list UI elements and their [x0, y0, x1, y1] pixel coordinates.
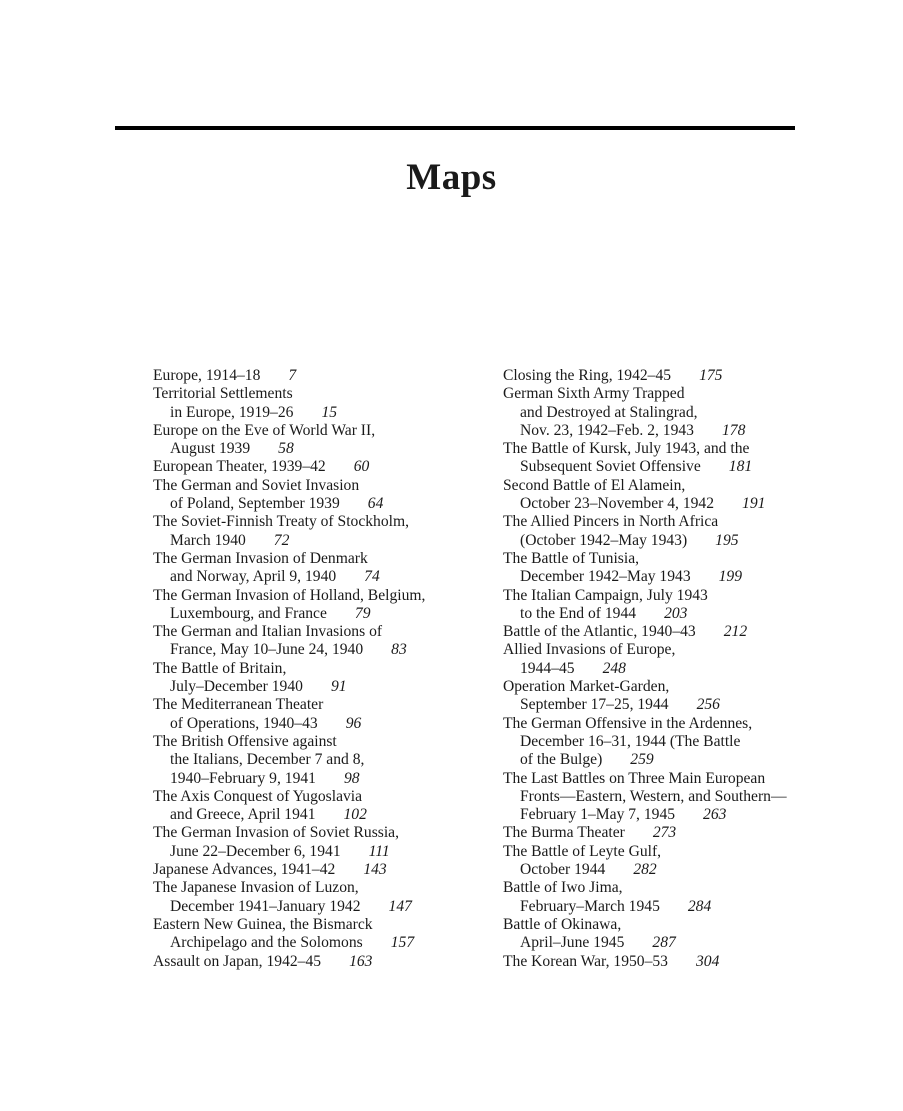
map-entry-page-number: 143 — [363, 861, 387, 879]
map-entry-continuation — [153, 404, 483, 422]
page-title: Maps — [406, 157, 497, 198]
map-entry-title — [153, 422, 483, 440]
map-entry — [503, 440, 833, 477]
map-entry-page-number: 60 — [353, 458, 370, 476]
map-entry-continuation — [503, 751, 833, 769]
map-entry-text: The Korean War, 1950–53 — [503, 952, 668, 970]
map-entry-text: German Sixth Army Trapped — [503, 385, 685, 403]
map-entry-continuation — [153, 641, 483, 659]
map-entry-text: August 1939 — [170, 440, 251, 458]
map-entry — [503, 953, 833, 971]
map-entry-title — [503, 824, 833, 842]
map-entry-continuation — [503, 806, 833, 824]
map-entry-text: Operation Market-Garden, — [503, 678, 670, 696]
map-entry-text: and Norway, April 9, 1940 — [170, 568, 337, 586]
map-entry-title — [153, 587, 483, 605]
map-entry — [503, 641, 833, 678]
map-entry-title — [153, 916, 483, 934]
map-entry — [153, 916, 483, 953]
map-entry — [503, 770, 833, 825]
map-entry-continuation — [153, 495, 483, 513]
map-entry-text: February–March 1945 — [520, 897, 660, 915]
map-entry-page-number: 72 — [273, 531, 290, 549]
map-entry-title — [503, 678, 833, 696]
map-entry-title — [153, 733, 483, 751]
map-entry-page-number: 102 — [343, 806, 367, 824]
map-entry-continuation — [503, 422, 833, 440]
map-entry-continuation — [153, 715, 483, 733]
map-entry-text: The Italian Campaign, July 1943 — [503, 586, 708, 604]
map-entry — [503, 477, 833, 514]
map-entry — [153, 550, 483, 587]
map-entry — [153, 458, 483, 476]
map-entry-text: December 1941–January 1942 — [170, 897, 361, 915]
map-entry — [153, 422, 483, 459]
map-entry-title — [503, 953, 833, 971]
map-entry — [153, 367, 483, 385]
map-entry — [153, 660, 483, 697]
map-entry-page-number: 191 — [742, 495, 766, 513]
map-entry-page-number: 79 — [354, 604, 371, 622]
map-entry-continuation — [503, 696, 833, 714]
map-entry-text: The Axis Conquest of Yugoslavia — [153, 787, 363, 805]
map-entry-page-number: 163 — [349, 952, 373, 970]
map-entry-page-number: 287 — [652, 934, 676, 952]
map-entry-text: Battle of Iwo Jima, — [503, 879, 623, 897]
map-entry-page-number: 74 — [364, 568, 380, 586]
map-entry — [503, 715, 833, 770]
map-entry — [153, 696, 483, 733]
map-entry-text: The Allied Pincers in North Africa — [503, 513, 719, 531]
map-entry-text: Europe on the Eve of World War II, — [153, 421, 376, 439]
map-entry-title — [153, 367, 483, 385]
map-entry-title — [153, 824, 483, 842]
map-entry-title — [503, 367, 833, 385]
map-entry-text: The Burma Theater — [503, 824, 625, 842]
map-entry — [503, 385, 833, 440]
map-entry-title — [153, 477, 483, 495]
map-entry-title — [503, 641, 833, 659]
map-entry-title — [503, 477, 833, 495]
map-entry-page-number: 304 — [695, 952, 720, 970]
map-entry-text: September 17–25, 1944 — [520, 696, 669, 714]
map-entry-text: of the Bulge) — [520, 751, 603, 769]
map-entry-continuation — [503, 404, 833, 422]
map-entry — [153, 513, 483, 550]
map-entry-continuation — [153, 770, 483, 788]
map-entry-text: Nov. 23, 1942–Feb. 2, 1943 — [520, 421, 694, 439]
left-column — [153, 367, 483, 971]
map-entry-page-number: 64 — [367, 495, 384, 513]
map-entry-continuation — [503, 788, 833, 806]
map-entry-text: December 1942–May 1943 — [520, 568, 691, 586]
map-entry-page-number: 259 — [630, 751, 654, 769]
map-entry-title — [153, 953, 483, 971]
map-entry-continuation — [503, 495, 833, 513]
map-entry-text: The German and Soviet Invasion — [153, 476, 360, 494]
map-entry-continuation — [503, 605, 833, 623]
map-entry-page-number: 263 — [703, 806, 727, 824]
map-entry-page-number: 178 — [721, 421, 746, 439]
map-entry-text: June 22–December 6, 1941 — [170, 842, 341, 860]
map-entry-text: of Operations, 1940–43 — [170, 714, 318, 732]
map-entry-title — [503, 440, 833, 458]
map-entry-text: Closing the Ring, 1942–45 — [503, 367, 672, 384]
map-entry-page-number: 212 — [723, 623, 748, 641]
map-entry-text: 1940–February 9, 1941 — [170, 769, 316, 787]
map-entry-title — [153, 788, 483, 806]
map-entry-page-number: 83 — [391, 641, 407, 659]
map-entry — [503, 513, 833, 550]
map-entry-text: April–June 1945 — [520, 934, 625, 952]
map-entry-text: The Battle of Tunisia, — [503, 549, 640, 567]
map-entry-title — [503, 770, 833, 788]
map-entry — [153, 477, 483, 514]
map-entry-text: The Last Battles on Three Main European — [503, 769, 766, 787]
map-entry-text: The Mediterranean Theater — [153, 696, 324, 714]
map-entry — [503, 623, 833, 641]
map-entry-title — [153, 660, 483, 678]
map-entry-continuation — [153, 843, 483, 861]
map-entry — [153, 385, 483, 422]
map-entry — [153, 623, 483, 660]
map-entry-title — [503, 550, 833, 568]
map-entry-title — [153, 861, 483, 879]
map-entry — [153, 587, 483, 624]
map-entry-title — [153, 385, 483, 403]
map-entry — [503, 843, 833, 880]
map-entry-text: Europe, 1914–18 — [153, 367, 261, 384]
map-entry — [153, 788, 483, 825]
map-entry-text: and Destroyed at Stalingrad, — [520, 403, 698, 421]
map-entry-text: October 23–November 4, 1942 — [520, 495, 715, 513]
map-entry-text: The Japanese Invasion of Luzon, — [153, 879, 359, 897]
map-entry-page-number: 256 — [696, 696, 720, 714]
map-entry — [153, 824, 483, 861]
map-entry-page-number: 111 — [368, 842, 390, 860]
right-column — [503, 367, 833, 971]
map-entry-text: The Battle of Leyte Gulf, — [503, 842, 662, 860]
map-entry — [153, 733, 483, 788]
map-entry-continuation — [153, 934, 483, 952]
map-entry-page-number: 7 — [288, 367, 297, 384]
map-entry-title — [153, 879, 483, 897]
map-entry-page-number: 273 — [652, 824, 677, 842]
map-entry-text: The German and Italian Invasions of — [153, 623, 383, 641]
map-entry-text: to the End of 1944 — [520, 604, 637, 622]
top-rule — [115, 126, 795, 130]
map-entry-title — [153, 623, 483, 641]
map-entry-continuation — [503, 532, 833, 550]
map-entry-title — [503, 715, 833, 733]
map-entry-text: Battle of Okinawa, — [503, 915, 622, 933]
map-entry-continuation — [153, 532, 483, 550]
map-entry-page-number: 284 — [687, 897, 712, 915]
map-entry-text: of Poland, September 1939 — [170, 495, 340, 513]
map-entry-text: the Italians, December 7 and 8, — [170, 751, 365, 769]
map-entry-text: July–December 1940 — [170, 678, 303, 696]
map-entry-continuation — [153, 568, 483, 586]
map-entry — [153, 953, 483, 971]
map-entry-continuation — [503, 861, 833, 879]
map-entry-continuation — [503, 934, 833, 952]
map-entry-text: France, May 10–June 24, 1940 — [170, 641, 364, 659]
map-entry — [503, 678, 833, 715]
map-entry-text: The Battle of Britain, — [153, 659, 287, 677]
map-entry-continuation — [503, 660, 833, 678]
map-entry — [503, 587, 833, 624]
map-entry-title — [153, 513, 483, 531]
map-entry-title — [503, 513, 833, 531]
map-entry — [503, 367, 833, 385]
map-entry-text: and Greece, April 1941 — [170, 806, 316, 824]
map-entry — [503, 824, 833, 842]
map-entry — [503, 916, 833, 953]
map-entry-page-number: 195 — [715, 531, 739, 549]
map-entry-page-number: 15 — [321, 403, 338, 421]
map-entry-text: February 1–May 7, 1945 — [520, 806, 676, 824]
map-entry-page-number: 96 — [345, 714, 362, 732]
map-entry — [153, 861, 483, 879]
map-entry-continuation — [153, 605, 483, 623]
map-entry-continuation — [503, 733, 833, 751]
map-entry-text: Battle of the Atlantic, 1940–43 — [503, 623, 696, 641]
map-entry-text: Subsequent Soviet Offensive — [520, 458, 701, 476]
map-entry-text: Fronts—Eastern, Western, and Southern— — [520, 787, 787, 805]
map-entry-continuation — [153, 678, 483, 696]
map-entry-title — [503, 587, 833, 605]
map-entry-text: The Soviet-Finnish Treaty of Stockholm, — [153, 513, 410, 531]
map-entry-text: The German Invasion of Denmark — [153, 549, 368, 567]
map-entry-text: European Theater, 1939–42 — [153, 458, 326, 476]
map-entry-text: The Battle of Kursk, July 1943, and the — [503, 440, 750, 458]
map-entry-page-number: 199 — [718, 568, 743, 586]
map-entry-title — [503, 385, 833, 403]
map-entry-title — [503, 879, 833, 897]
map-entry-text: March 1940 — [170, 531, 246, 549]
map-entry-text: Territorial Settlements — [153, 385, 293, 403]
map-entry — [503, 879, 833, 916]
map-entry-page-number: 181 — [728, 458, 753, 476]
map-entry-text: The German Invasion of Holland, Belgium, — [153, 586, 426, 604]
map-entry-page-number: 248 — [602, 659, 626, 677]
map-entry-page-number: 58 — [278, 440, 294, 458]
map-entry-text: Allied Invasions of Europe, — [503, 641, 676, 659]
map-entry-text: in Europe, 1919–26 — [170, 403, 294, 421]
map-entry-text: Eastern New Guinea, the Bismarck — [153, 915, 373, 933]
map-entry-page-number: 282 — [633, 861, 657, 879]
map-entry-text: December 16–31, 1944 (The Battle — [520, 732, 741, 750]
map-entry-continuation — [503, 458, 833, 476]
map-entry-title — [503, 916, 833, 934]
map-entry-page-number: 91 — [330, 678, 347, 696]
map-entry-text: The German Invasion of Soviet Russia, — [153, 824, 399, 842]
map-entry-continuation — [153, 806, 483, 824]
map-entry-continuation — [153, 898, 483, 916]
map-entry-continuation — [503, 568, 833, 586]
map-entry-text: (October 1942–May 1943) — [520, 531, 688, 549]
map-entry — [153, 879, 483, 916]
map-entry-text: Luxembourg, and France — [170, 604, 327, 622]
map-entry-title — [153, 696, 483, 714]
map-entry-title — [503, 623, 833, 641]
map-entry-page-number: 203 — [664, 604, 688, 622]
map-entry-title — [153, 458, 483, 476]
map-entry-text: Archipelago and the Solomons — [170, 934, 363, 952]
map-entry-title — [503, 843, 833, 861]
map-entry — [503, 550, 833, 587]
map-entry-title — [153, 550, 483, 568]
map-entry-page-number: 175 — [699, 367, 723, 384]
map-entry-text: The German Offensive in the Ardennes, — [503, 714, 753, 732]
map-entry-page-number: 157 — [390, 934, 415, 952]
map-entry-text: Japanese Advances, 1941–42 — [153, 861, 336, 879]
map-entry-text: The British Offensive against — [153, 732, 337, 750]
map-entry-continuation — [503, 898, 833, 916]
map-entry-text: October 1944 — [520, 861, 606, 879]
map-entry-text: Assault on Japan, 1942–45 — [153, 952, 322, 970]
map-entry-page-number: 98 — [343, 769, 360, 787]
map-entry-continuation — [153, 440, 483, 458]
map-entry-text: 1944–45 — [520, 659, 575, 677]
map-entry-page-number: 147 — [388, 897, 412, 915]
map-entry-continuation — [153, 751, 483, 769]
map-entry-text: Second Battle of El Alamein, — [503, 476, 686, 494]
